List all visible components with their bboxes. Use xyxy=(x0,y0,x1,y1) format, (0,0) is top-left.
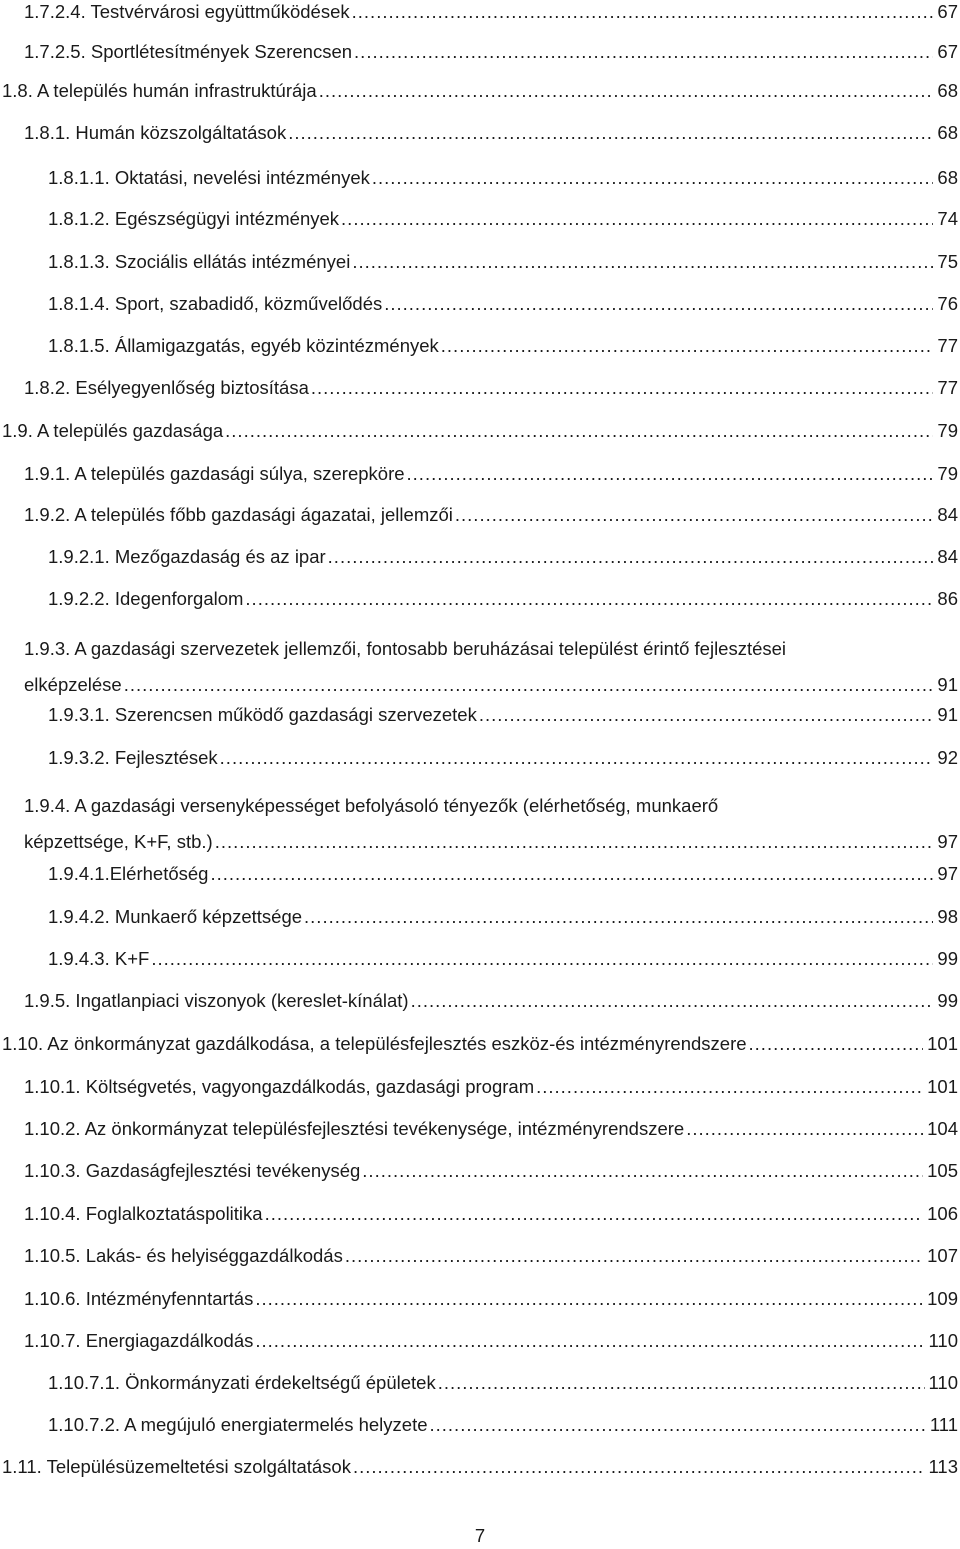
toc-entry-line xyxy=(48,545,958,569)
toc-leader-dots xyxy=(411,989,934,1013)
toc-entry[interactable] xyxy=(48,1413,958,1437)
toc-entry[interactable] xyxy=(24,462,958,486)
toc-entry[interactable] xyxy=(48,292,958,316)
toc-entry[interactable] xyxy=(48,207,958,231)
toc-entry-line xyxy=(48,862,958,886)
toc-entry-title: 1.9.2. A település főbb gazdasági ágazatai, jellemzői xyxy=(24,504,453,525)
toc-entry[interactable] xyxy=(24,788,958,860)
toc-leader-dots xyxy=(220,746,934,770)
toc-entry-line xyxy=(48,1413,958,1437)
toc-entry[interactable] xyxy=(24,631,958,703)
toc-entry[interactable] xyxy=(48,947,958,971)
toc-leader-dots xyxy=(352,0,934,24)
toc-entry-line xyxy=(24,1287,958,1311)
toc-entry-line xyxy=(24,1329,958,1353)
toc-leader-dots xyxy=(255,1329,924,1353)
toc-leader-dots xyxy=(749,1032,924,1056)
toc-entry-line xyxy=(48,587,958,611)
toc-entry-page: 77 xyxy=(937,377,958,398)
toc-leader-dots xyxy=(151,947,933,971)
toc-entry-page: 101 xyxy=(927,1076,958,1097)
toc-leader-dots xyxy=(311,376,934,400)
toc-entry[interactable] xyxy=(48,587,958,611)
toc-entry-page: 105 xyxy=(927,1160,958,1181)
toc-entry-page: 97 xyxy=(937,863,958,884)
toc-entry[interactable] xyxy=(24,1244,958,1268)
toc-leader-dots xyxy=(225,419,933,443)
toc-leader-dots xyxy=(686,1117,923,1141)
toc-leader-dots xyxy=(319,79,934,103)
toc-entry-title: 1.10.5. Lakás- és helyiséggazdálkodás xyxy=(24,1245,343,1266)
toc-entry-line xyxy=(24,989,958,1013)
toc-leader-dots xyxy=(352,250,933,274)
toc-leader-dots xyxy=(479,703,934,727)
toc-entry[interactable] xyxy=(24,1159,958,1183)
toc-entry[interactable] xyxy=(24,0,958,24)
toc-entry[interactable] xyxy=(48,334,958,358)
toc-entry[interactable] xyxy=(48,746,958,770)
toc-entry-title: 1.9. A település gazdasága xyxy=(2,420,224,441)
toc-entry-line xyxy=(48,703,958,727)
toc-entry-title: 1.8. A település humán infrastruktúrája xyxy=(2,80,317,101)
toc-leader-dots xyxy=(288,121,933,145)
page-number: 7 xyxy=(474,1525,486,1546)
toc-entry[interactable] xyxy=(24,1287,958,1311)
toc-entry-page: 99 xyxy=(937,948,958,969)
toc-leader-dots xyxy=(341,207,933,231)
toc-entry-page: 84 xyxy=(937,546,958,567)
toc-entry-page: 68 xyxy=(937,167,958,188)
toc-leader-dots xyxy=(265,1202,924,1226)
toc-entry-line xyxy=(24,462,958,486)
toc-entry-title: 1.10.2. Az önkormányzat településfejlesztési tevékenysége, intézményrendszere xyxy=(24,1118,685,1139)
toc-entry-line xyxy=(24,40,958,64)
toc-entry-page: 110 xyxy=(928,1372,958,1393)
toc-entry-line xyxy=(24,667,958,703)
toc-entry-title: 1.10.7.1. Önkormányzati érdekeltségű épületek xyxy=(48,1372,436,1393)
toc-entry-title: 1.9.2.1. Mezőgazdaság és az ipar xyxy=(48,546,326,567)
toc-entry-page: 67 xyxy=(937,41,958,62)
toc-leader-dots xyxy=(215,824,934,860)
toc-entry-page: 75 xyxy=(937,251,958,272)
toc-entry-title: 1.9.2.2. Idegenforgalom xyxy=(48,588,244,609)
toc-entry[interactable] xyxy=(48,1371,958,1395)
toc-entry[interactable] xyxy=(24,1075,958,1099)
toc-entry-page: 91 xyxy=(937,674,958,695)
toc-entry-line xyxy=(24,376,958,400)
toc-leader-dots xyxy=(441,334,934,358)
toc-entry-title: 1.10.4. Foglalkoztatáspolitika xyxy=(24,1203,263,1224)
toc-entry-line xyxy=(2,419,958,443)
toc-entry[interactable] xyxy=(2,1455,958,1479)
toc-leader-dots xyxy=(372,166,934,190)
toc-entry-title: 1.9.3.2. Fejlesztések xyxy=(48,747,218,768)
toc-leader-dots xyxy=(353,1455,925,1479)
toc-entry-page: 113 xyxy=(928,1456,958,1477)
toc-entry-title: 1.10.7.2. A megújuló energiatermelés helyzete xyxy=(48,1414,428,1435)
toc-entry-page: 67 xyxy=(937,1,958,22)
toc-entry[interactable] xyxy=(24,1329,958,1353)
toc-entry-page: 98 xyxy=(937,906,958,927)
toc-entry-line xyxy=(2,79,958,103)
toc-entry-line xyxy=(48,334,958,358)
toc-entry-line xyxy=(24,121,958,145)
toc-entry-line xyxy=(48,292,958,316)
toc-entry-line xyxy=(24,0,958,24)
toc-entry[interactable] xyxy=(2,1032,958,1056)
toc-entry-line xyxy=(2,1455,958,1479)
toc-leader-dots xyxy=(430,1413,926,1437)
toc-entry-title: 1.10.6. Intézményfenntartás xyxy=(24,1288,254,1309)
toc-entry[interactable] xyxy=(48,862,958,886)
toc-entry[interactable] xyxy=(24,376,958,400)
toc-entry-line xyxy=(48,746,958,770)
toc-entry-page: 79 xyxy=(937,463,958,484)
toc-leader-dots xyxy=(362,1159,923,1183)
toc-entry-page: 97 xyxy=(937,831,958,852)
toc-entry-page: 92 xyxy=(937,747,958,768)
toc-leader-dots xyxy=(328,545,934,569)
toc-leader-dots xyxy=(455,503,934,527)
toc-entry-title: 1.7.2.5. Sportlétesítmények Szerencsen xyxy=(24,41,353,62)
toc-leader-dots xyxy=(384,292,933,316)
toc-entry-title: 1.10. Az önkormányzat gazdálkodása, a településfejlesztés eszköz-és intézményrendszere xyxy=(2,1033,747,1054)
toc-entry-line xyxy=(24,1244,958,1268)
toc-entry-title: 1.7.2.4. Testvérvárosi együttműködések xyxy=(24,1,350,22)
toc-entry-page: 107 xyxy=(927,1245,958,1266)
toc-entry-title: 1.11. Településüzemeltetési szolgáltatások xyxy=(2,1456,351,1477)
toc-entry[interactable] xyxy=(24,40,958,64)
toc-entry-title: 1.8.1.1. Oktatási, nevelési intézmények xyxy=(48,167,370,188)
toc-leader-dots xyxy=(255,1287,923,1311)
toc-entry-title-line1: 1.9.4. A gazdasági versenyképességet befolyásoló tényezők (elérhetőség, munkaerő xyxy=(24,795,719,816)
toc-entry[interactable] xyxy=(24,1117,958,1141)
toc-entry[interactable] xyxy=(24,121,958,145)
toc-entry-page: 91 xyxy=(937,704,958,725)
toc-entry[interactable] xyxy=(48,905,958,929)
toc-entry-line xyxy=(48,250,958,274)
toc-entry-line xyxy=(48,1371,958,1395)
toc-entry-page: 109 xyxy=(927,1288,958,1309)
toc-entry-page: 104 xyxy=(927,1118,958,1139)
toc-entry-page: 79 xyxy=(937,420,958,441)
toc-entry-page: 68 xyxy=(937,80,958,101)
toc-entry-page: 99 xyxy=(937,990,958,1011)
toc-entry-page: 106 xyxy=(927,1203,958,1224)
toc-entry[interactable] xyxy=(24,1202,958,1226)
toc-entry[interactable] xyxy=(48,545,958,569)
toc-entry-line xyxy=(24,1159,958,1183)
toc-entry-title: 1.8.1.5. Államigazgatás, egyéb közintézmények xyxy=(48,335,439,356)
toc-leader-dots xyxy=(210,862,933,886)
toc-entry-page: 110 xyxy=(928,1330,958,1351)
toc-entry-line xyxy=(24,824,958,860)
toc-entry-title: 1.10.1. Költségvetés, vagyongazdálkodás, gazdasági program xyxy=(24,1076,535,1097)
toc-entry-title: elképzelése xyxy=(24,674,122,695)
toc-entry[interactable] xyxy=(48,166,958,190)
toc-entry-page: 84 xyxy=(937,504,958,525)
toc-entry[interactable] xyxy=(2,419,958,443)
toc-entry-line xyxy=(24,1075,958,1099)
toc-entry-title: képzettsége, K+F, stb.) xyxy=(24,831,213,852)
toc-entry-title: 1.9.1. A település gazdasági súlya, szerepköre xyxy=(24,463,405,484)
toc-entry-title: 1.10.7. Energiagazdálkodás xyxy=(24,1330,254,1351)
toc-entry[interactable] xyxy=(24,989,958,1013)
toc-entry-page: 68 xyxy=(937,122,958,143)
toc-entry-page: 101 xyxy=(927,1033,958,1054)
toc-entry-title: 1.8.1.3. Szociális ellátás intézményei xyxy=(48,251,351,272)
toc-entry-line xyxy=(48,905,958,929)
toc-entry[interactable] xyxy=(2,79,958,103)
toc-entry-title: 1.9.4.3. K+F xyxy=(48,948,150,969)
toc-entry-page: 74 xyxy=(937,208,958,229)
toc-leader-dots xyxy=(124,667,934,703)
toc-entry-line xyxy=(48,947,958,971)
toc-entry-title: 1.8.2. Esélyegyenlőség biztosítása xyxy=(24,377,309,398)
toc-entry-title: 1.9.5. Ingatlanpiaci viszonyok (kereslet-kínálat) xyxy=(24,990,409,1011)
toc-leader-dots xyxy=(304,905,933,929)
toc-entry-line xyxy=(48,166,958,190)
toc-leader-dots xyxy=(354,40,933,64)
toc-leader-dots xyxy=(407,462,934,486)
toc-entry-line xyxy=(24,503,958,527)
toc-entry-page: 111 xyxy=(929,1414,958,1435)
toc-entry-page: 76 xyxy=(937,293,958,314)
toc-leader-dots xyxy=(536,1075,923,1099)
toc-entry[interactable] xyxy=(48,703,958,727)
toc-entry-line xyxy=(24,1117,958,1141)
toc-entry-title: 1.8.1. Humán közszolgáltatások xyxy=(24,122,287,143)
toc-entry-title: 1.8.1.2. Egészségügyi intézmények xyxy=(48,208,340,229)
toc-entry-line xyxy=(24,1202,958,1226)
toc-entry[interactable] xyxy=(24,503,958,527)
toc-leader-dots xyxy=(245,587,933,611)
toc-entry-title: 1.9.4.1.Elérhetőség xyxy=(48,863,209,884)
toc-entry-title-line1: 1.9.3. A gazdasági szervezetek jellemzői, fontosabb beruházásai települést érintő fejlesztései xyxy=(24,638,787,659)
toc-entry-page: 86 xyxy=(937,588,958,609)
toc-entry[interactable] xyxy=(48,250,958,274)
toc-entry-page: 77 xyxy=(937,335,958,356)
toc-entry-line xyxy=(48,207,958,231)
toc-entry-title: 1.8.1.4. Sport, szabadidő, közművelődés xyxy=(48,293,383,314)
toc-entry-title: 1.9.4.2. Munkaerő képzettsége xyxy=(48,906,303,927)
toc-leader-dots xyxy=(345,1244,923,1268)
toc-entry-title: 1.9.3.1. Szerencsen működő gazdasági szervezetek xyxy=(48,704,477,725)
toc-entry-line xyxy=(2,1032,958,1056)
toc-leader-dots xyxy=(438,1371,925,1395)
toc-entry-title: 1.10.3. Gazdaságfejlesztési tevékenység xyxy=(24,1160,361,1181)
